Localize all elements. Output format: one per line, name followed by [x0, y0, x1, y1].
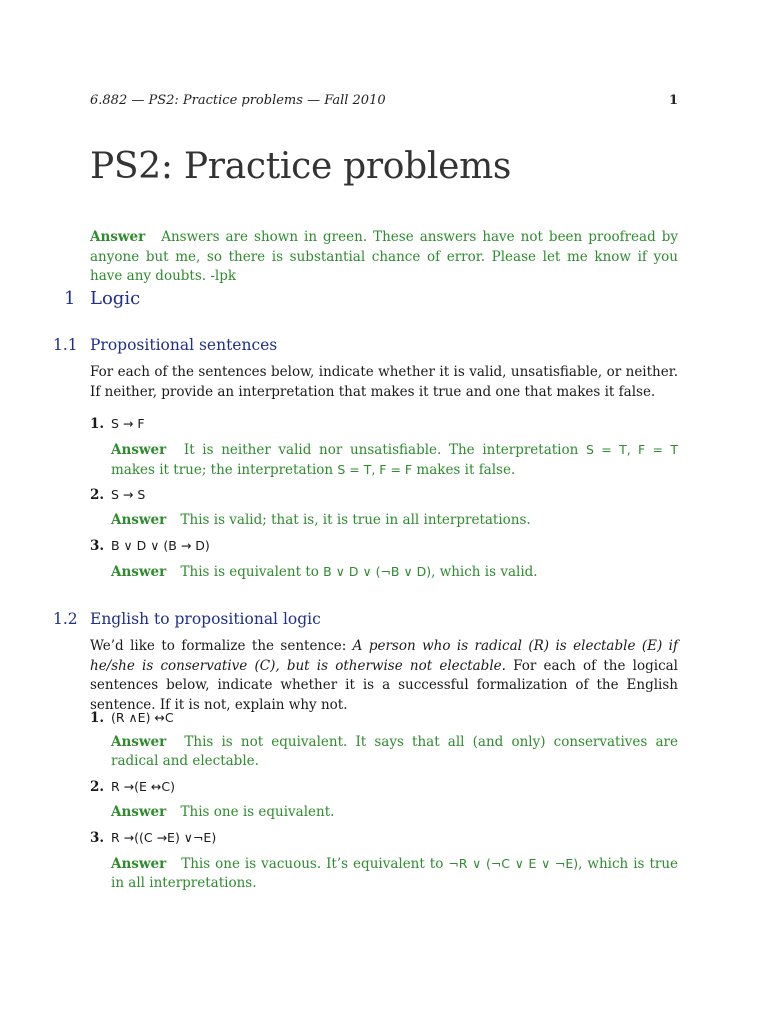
subsection-intro: For each of the sentences below, indicate whether it is valid, unsatisfiable, or neither. If neither, provide an interpretation that makes it true and one that makes it false. — [90, 364, 678, 400]
item-answer — [111, 511, 678, 530]
document-title: PS2: Practice problems — [90, 146, 512, 187]
answer-label: Answer — [111, 804, 167, 820]
logic-expression: R →(E ↔C) — [111, 779, 175, 794]
answer-label: Answer — [111, 512, 167, 528]
list-item — [90, 708, 678, 728]
subsection-number: 1.1 — [53, 336, 78, 354]
item-number: 1. — [90, 416, 105, 432]
list-item — [90, 536, 678, 556]
item-answer — [111, 562, 678, 582]
item-answer — [111, 733, 678, 771]
answer-text: This is equivalent to — [180, 564, 324, 580]
item-answer — [111, 440, 678, 480]
item-number: 1. — [90, 710, 105, 726]
running-title: 6.882 — PS2: Practice problems — Fall 2010 — [90, 93, 386, 108]
intro-text: For each of the logical sentences below, indicate whether it is a successful formalization of the English sentence. If it is not, explain why not. — [90, 657, 678, 713]
subsection-heading — [53, 336, 277, 354]
section-number: 1 — [64, 288, 76, 309]
answer-text: This one is equivalent. — [180, 804, 335, 820]
subsection-number: 1.2 — [53, 610, 78, 628]
page-number: 1 — [668, 93, 678, 108]
subsection-title: Propositional sentences — [90, 336, 278, 354]
logic-expression: R →((C →E) ∨¬E) — [111, 830, 217, 845]
section-title: Logic — [90, 288, 141, 309]
answer-text: This is valid; that is, it is true in all interpretations. — [180, 512, 531, 528]
running-header — [90, 93, 678, 111]
subsection-intro — [90, 637, 678, 715]
answer-math: B ∨ D ∨ (¬B ∨ D) — [323, 564, 432, 579]
answer-math: S = T, F = T — [585, 442, 679, 457]
logic-expression: (R ∧E) ↔C — [111, 710, 174, 725]
list-item — [90, 777, 678, 797]
intro-answer — [90, 228, 678, 287]
answer-label: Answer — [111, 734, 167, 750]
answer-text: makes it true; the interpretation — [111, 462, 338, 478]
english-sentence: A person who is radical (R) is electable (E) if he/she is conservative (C), but is otherwise not electable. — [90, 638, 678, 674]
answer-text: This is not equivalent. It says that all (and only) conservatives are radical and electable. — [111, 734, 678, 769]
answer-text: , which is true in all interpretations. — [111, 856, 679, 891]
answer-text: It is neither valid nor unsatisfiable. The interpretation — [183, 442, 586, 458]
list-item — [90, 414, 678, 434]
logic-expression: S → F — [111, 416, 145, 431]
answer-text: This one is vacuous. It’s equivalent to — [181, 856, 449, 872]
list-item — [90, 485, 678, 505]
section-heading — [64, 288, 140, 309]
item-number: 3. — [90, 830, 105, 846]
item-answer — [111, 803, 678, 822]
list-item — [90, 828, 678, 848]
intro-text: We’d like to formalize the sentence: — [90, 638, 353, 654]
answer-text: makes it false. — [412, 462, 516, 478]
item-answer — [111, 854, 678, 893]
item-number: 2. — [90, 779, 105, 795]
answer-text: Answers are shown in green. These answers have not been proofread by anyone but me, so there is substantial chance of error. Please let me know if you have any doubts. -lpk — [90, 229, 678, 284]
answer-math: ¬R ∨ (¬C ∨ E ∨ ¬E) — [448, 856, 579, 871]
subsection-heading — [53, 610, 321, 628]
answer-label: Answer — [111, 564, 167, 580]
answer-label: Answer — [90, 229, 146, 245]
answer-label: Answer — [111, 856, 167, 872]
logic-expression: B ∨ D ∨ (B → D) — [111, 538, 210, 553]
answer-math: S = T, F = F — [337, 462, 413, 477]
subsection-title: English to propositional logic — [90, 610, 321, 628]
answer-text: , which is valid. — [431, 564, 538, 580]
answer-label: Answer — [111, 442, 167, 458]
item-number: 3. — [90, 538, 105, 554]
logic-expression: S → S — [111, 487, 146, 502]
item-number: 2. — [90, 487, 105, 503]
